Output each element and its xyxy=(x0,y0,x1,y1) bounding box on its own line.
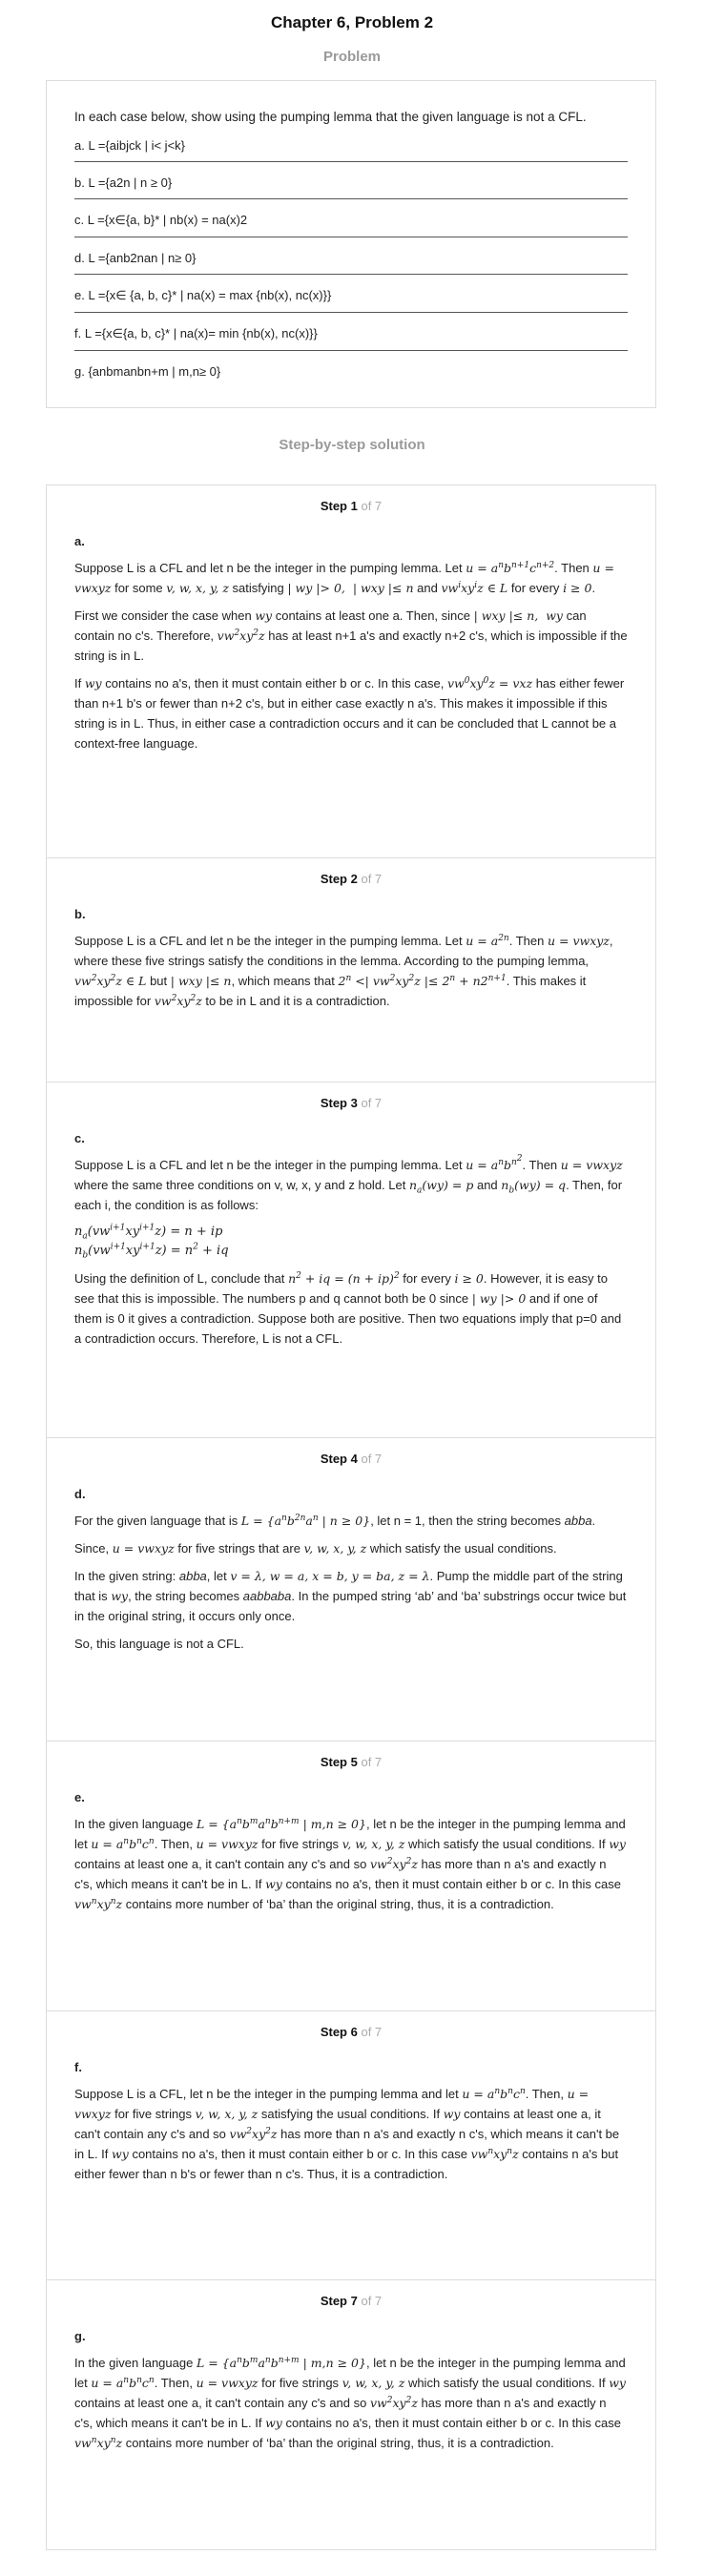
solution-heading: Step-by-step solution xyxy=(279,437,425,453)
step-paragraph: First we consider the case when wy contains at least one a. Then, since | wxy |≤ n, wy can contain no c's. Therefore, $vw^2xy^2z$ has at least n+1 a's and exactly n+2 c's, which is impossible if the string is in L. xyxy=(74,608,628,663)
step-paragraph: For the given language that is $L = \{a^nb^{2n}a^n$ | n ≥ 0}, let n = 1, then the string becomes abba. xyxy=(74,1513,596,1528)
step-4 xyxy=(47,1437,655,1741)
step-6 xyxy=(47,2010,655,2279)
step-2 xyxy=(47,857,655,1082)
problem-part-c: c. L ={x∈{a, b}* | nb(x) = na(x)2 xyxy=(74,213,628,237)
step-letter: f. xyxy=(74,2060,82,2074)
step-paragraph: In the given language $L = \{a^nb^ma^nb^{n+m}$ | m,n ≥ 0}, let n be the integer in the pumping lemma and let $u = a^nb^nc^n$. Then, u = vwxyz for five strings v, w, x, y, z which satisfy the usual conditions. If wy contains at least one a, it can't contain any c's and so $vw^2xy^2z$ has more than n a's and exactly n c's, which means it can't be in L. If wy contains no a's, then it must contain either b or c. In this case $vw^nxy^nz$ contains more number of ‘ba’ than the original string, thus, it is a contradiction. xyxy=(74,1816,626,1911)
step-title: Step 4 of 7 xyxy=(320,1452,383,1466)
step-letter: a. xyxy=(74,534,85,548)
step-paragraph: So, this language is not a CFL. xyxy=(74,1637,244,1651)
problem-part-d: d. L ={anb2nan | n≥ 0} xyxy=(74,251,628,275)
step-1 xyxy=(47,485,655,857)
step-paragraph: If wy contains no a's, then it must contain either b or c. In this case, $vw^0xy^0z$ = vxz has either fewer than n+1 b's or fewer than n+2 c's, but in either case exactly n a's. This makes it impossible if this string is in L. Thus, in either case a contradiction occurs and it can be concluded that L cannot be a context-free language. xyxy=(74,675,625,751)
step-letter: c. xyxy=(74,1131,85,1145)
problem-part-b: b. L ={a2n | n ≥ 0} xyxy=(74,175,628,199)
step-paragraph: Suppose L is a CFL, let n be the integer in the pumping lemma and let $u = a^nb^nc^n$. Then, u = vwxyz for five strings v, w, x, y, z satisfying the usual conditions. If wy contains at least one a, it can't contain any c's and so $vw^2xy^2z$ has more than n a's and exactly n c's, which means it can't be in L. If wy contains no a's, then it must contain either b or c. In this case $vw^nxy^nz$ contains n a's but either fewer than n b's or fewer than n c's. Thus, it is a contradiction. xyxy=(74,2086,620,2181)
step-title: Step 7 of 7 xyxy=(320,2294,383,2308)
solution-steps xyxy=(46,484,656,2550)
step-paragraph: In the given language $L = \{a^nb^ma^nb^{n+m}$ | m,n ≥ 0}, let n be the integer in the pumping lemma and let $u = a^nb^nc^n$. Then, u = vwxyz for five strings v, w, x, y, z which satisfy the usual conditions. If wy contains at least one a, it can't contain any c's and so $vw^2xy^2z$ has more than n a's and exactly n c's, which means it can't be in L. If wy contains no a's, then it must contain either b or c. In this case $vw^nxy^nz$ contains more number of ‘ba’ than the original string, thus, it is a contradiction. xyxy=(74,2355,626,2450)
step-paragraph: Suppose L is a CFL and let n be the integer in the pumping lemma. Let $u = a^nb^{n^2}$. Then u = vwxyz where the same three conditions on v, w, x, y and z hold. Let $n_a(wy) = p$ and $n_b(wy) = q$. Then, for each i, the condition is as follows: xyxy=(74,1153,623,1212)
equation: $n_b(vw^{i+1}xy^{i+1}z) = n^2$ + iq xyxy=(74,1242,229,1261)
step-paragraph: In the given string: abba, let v = λ, w = a, x = b, y = ba, z = λ. Pump the middle part of the string that is wy, the string becomes aabbaba. In the pumped string ‘ab’ and ‘ba’ substrings occur twice but in the original string, it occurs only once. xyxy=(74,1569,627,1623)
problem-heading: Problem xyxy=(322,49,381,65)
step-title: Step 1 of 7 xyxy=(320,499,383,513)
problem-part-f: f. L ={x∈{a, b, c}* | na(x)= min {nb(x), nc(x)}} xyxy=(74,326,628,351)
page-title: Chapter 6, Problem 2 xyxy=(270,13,434,31)
problem-intro: In each case below, show using the pumping lemma that the given language is not a CFL. xyxy=(74,110,587,124)
step-letter: b. xyxy=(74,907,86,921)
equation: $n_a(vw^{i+1}xy^{i+1}z) = n$ + ip xyxy=(74,1223,223,1242)
problem-card xyxy=(46,80,656,408)
step-paragraph: Using the definition of L, conclude that $n^2$ + iq = (n + ip)$^2$ for every i ≥ 0. However, it is easy to see that this is impossible. The numbers p and q cannot both be 0 since | wy |> 0 and if one of them is 0 it gives a contradiction. Suppose both are positive. Then two equations imply that p=0 and a contradiction occurs. Therefore, L is not a CFL. xyxy=(74,1270,622,1346)
step-letter: e. xyxy=(74,1790,85,1804)
problem-part-a: a. L ={aibjck | i< j<k} xyxy=(74,138,628,162)
step-title: Step 5 of 7 xyxy=(320,1755,383,1769)
step-7 xyxy=(47,2279,655,2549)
step-letter: d. xyxy=(74,1487,86,1501)
step-letter: g. xyxy=(74,2329,86,2343)
step-paragraph: Suppose L is a CFL and let n be the integer in the pumping lemma. Let $u = a^nb^{n+1}c^{n+2}$. Then u = vwxyz for some v, w, x, y, z satisfying | wy |> 0, | wxy |≤ n and $vw^ixy^iz$ ∈ L for every i ≥ 0. xyxy=(74,560,614,595)
step-title: Step 2 of 7 xyxy=(320,872,383,886)
step-paragraph: Since, u = vwxyz for five strings that are v, w, x, y, z which satisfy the usual conditions. xyxy=(74,1541,557,1556)
step-title: Step 3 of 7 xyxy=(320,1096,383,1110)
step-title: Step 6 of 7 xyxy=(320,2025,383,2039)
step-5 xyxy=(47,1741,655,2010)
step-3 xyxy=(47,1082,655,1437)
step-paragraph: Suppose L is a CFL and let n be the integer in the pumping lemma. Let $u = a^{2n}$. Then u = vwxyz, where these five strings satisfy the conditions in the lemma. According to the pumping lemma, $vw^2xy^2z$ ∈ L but | wxy |≤ n, which means that $2^n$ <| $vw^2xy^2z$ |≤ $2^n + n2^{n+1}$. This makes it impossible for $vw^2xy^2z$ to be in L and it is a contradiction. xyxy=(74,933,613,1008)
problem-part-g: g. {anbmanbn+m | m,n≥ 0} xyxy=(74,364,221,379)
problem-part-e: e. L ={x∈ {a, b, c}* | na(x) = max {nb(x), nc(x)}} xyxy=(74,288,628,313)
